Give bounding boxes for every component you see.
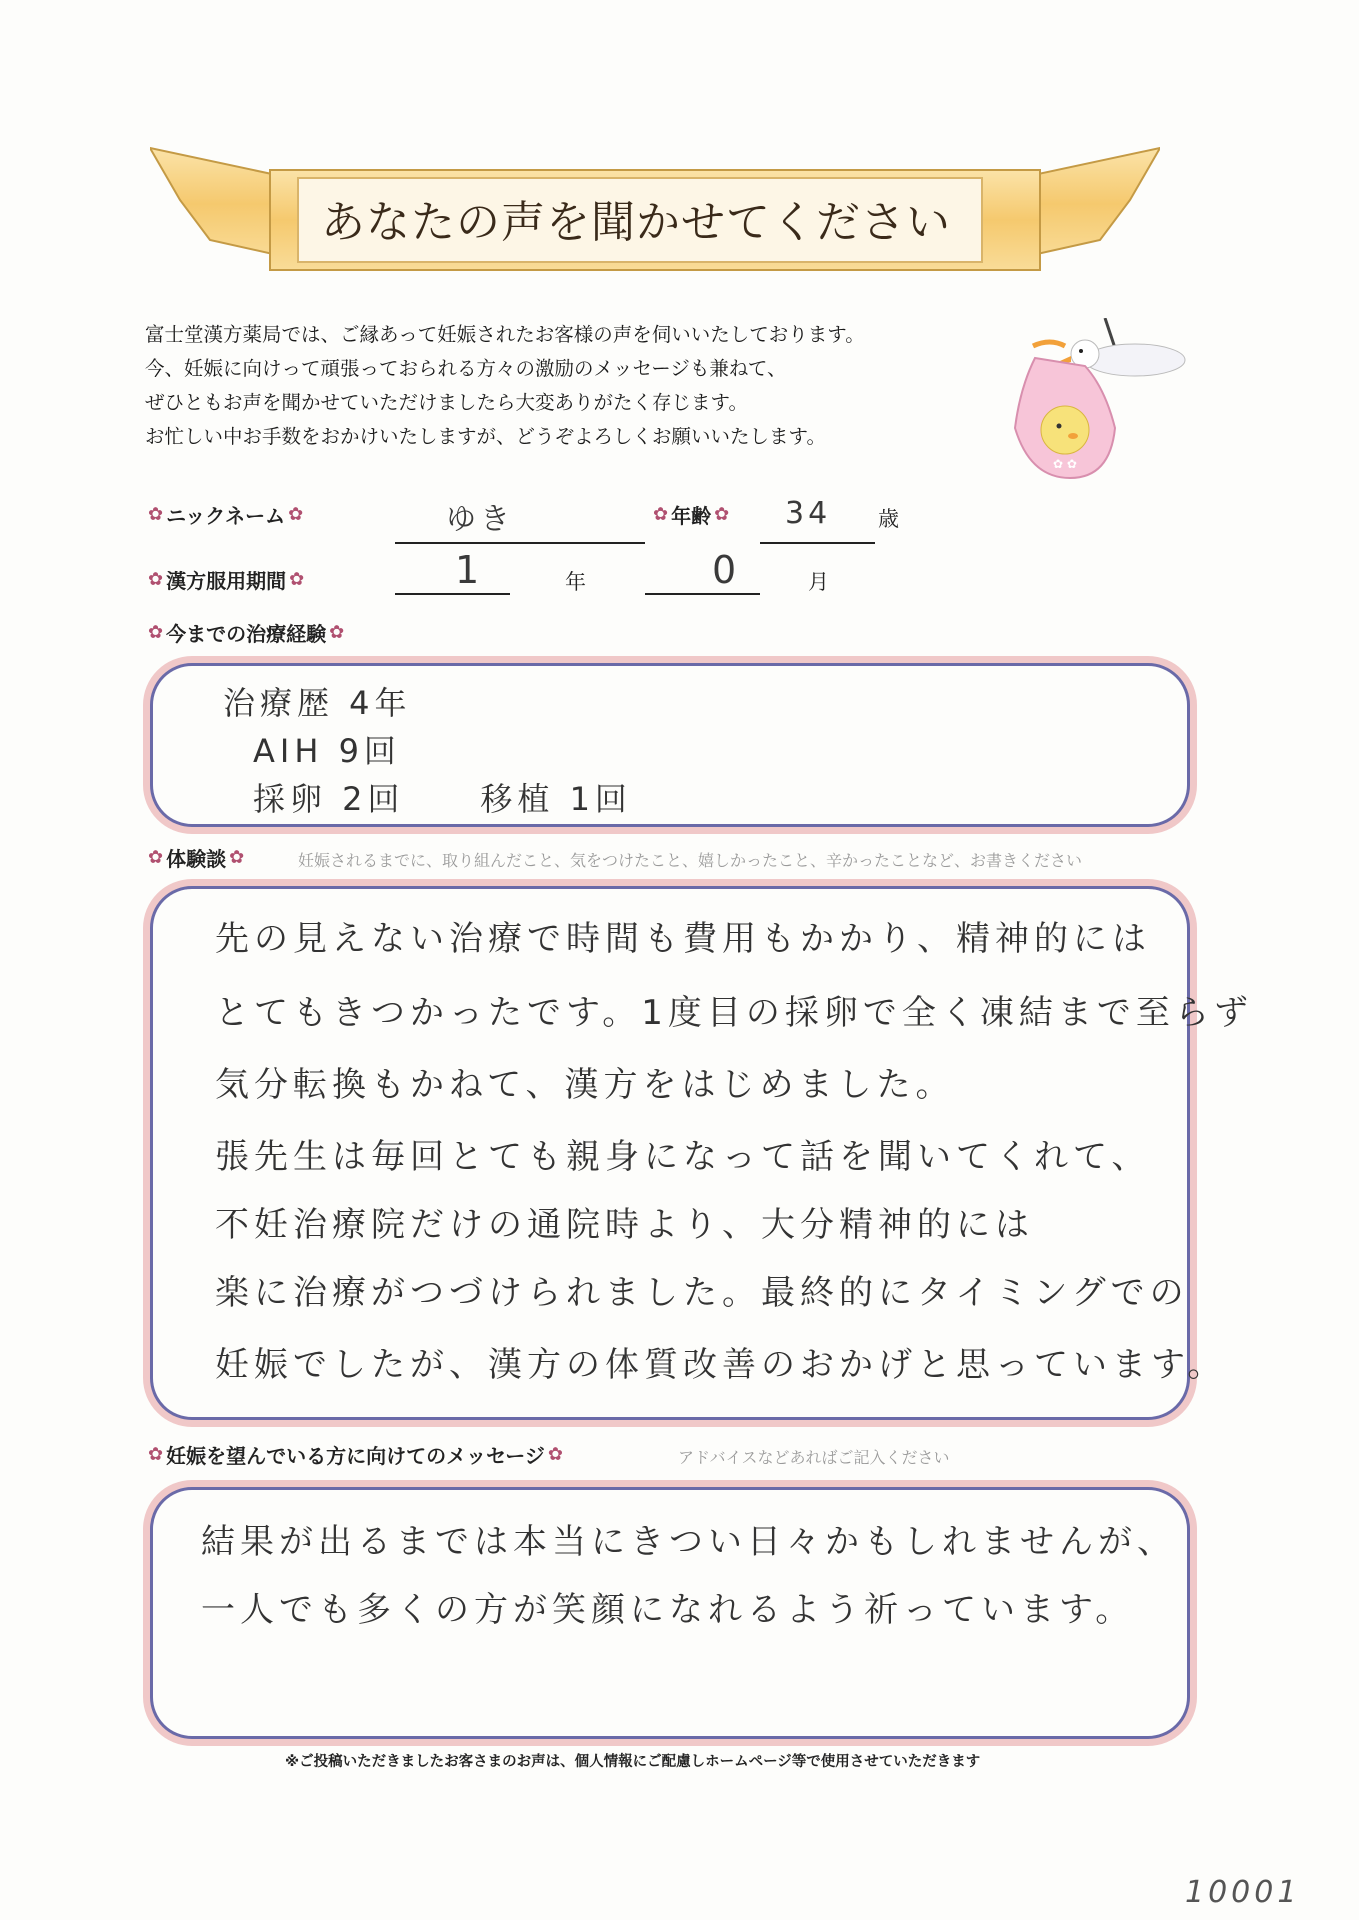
age-label: ✿ 年齢 ✿ bbox=[653, 504, 730, 528]
message-line: 一人でも多くの方が笑顔になれるよう祈っています。 bbox=[201, 1590, 1135, 1630]
flower-icon: ✿ bbox=[547, 1444, 563, 1465]
svg-text:✿ ✿: ✿ ✿ bbox=[1053, 457, 1077, 471]
experience-line: 先の見えない治療で時間も費用もかかり、精神的には bbox=[215, 919, 1151, 959]
nickname-label: ✿ ニックネーム ✿ bbox=[148, 504, 304, 528]
message-hint: アドバイスなどあればご記入ください bbox=[678, 1448, 950, 1467]
message-label: ✿ 妊娠を望んでいる方に向けてのメッセージ ✿ bbox=[148, 1444, 563, 1468]
flower-icon: ✿ bbox=[148, 847, 164, 868]
treatment-box bbox=[150, 663, 1190, 827]
experience-line: 不妊治療院だけの通院時より、大分精神的には bbox=[215, 1205, 1034, 1245]
footer-note: ※ご投稿いただきましたお客さまのお声は、個人情報にご配慮しホームページ等で使用させていただきます bbox=[285, 1754, 981, 1770]
age-value: 34 bbox=[785, 496, 832, 531]
message-line: 結果が出るまでは本当にきつい日々かもしれませんが、 bbox=[201, 1522, 1176, 1562]
experience-line: 妊娠でしたが、漢方の体質改善のおかげと思っています。 bbox=[215, 1345, 1227, 1385]
experience-label: ✿ 体験談 ✿ bbox=[148, 847, 245, 871]
experience-line: 楽に治療がつづけられました。最終的にタイミングでの bbox=[215, 1273, 1189, 1313]
intro-line: ぜひともお声を聞かせていただけましたら大変ありがたく存じます。 bbox=[145, 391, 748, 414]
flower-icon: ✿ bbox=[329, 622, 345, 643]
year-unit: 年 bbox=[565, 570, 586, 594]
flower-icon: ✿ bbox=[289, 569, 305, 590]
period-years: 1 bbox=[455, 548, 484, 592]
period-months-underline bbox=[645, 593, 760, 595]
nickname-value: ゆき bbox=[446, 502, 514, 537]
flower-icon: ✿ bbox=[714, 504, 730, 525]
experience-line: 気分転換もかねて、漢方をはじめました。 bbox=[215, 1065, 955, 1105]
intro-text bbox=[145, 318, 1025, 454]
flower-icon: ✿ bbox=[148, 504, 164, 525]
experience-line: 張先生は毎回とても親身になって話を聞いてくれて、 bbox=[215, 1137, 1151, 1177]
flower-icon: ✿ bbox=[148, 569, 164, 590]
flower-icon: ✿ bbox=[229, 847, 245, 868]
age-underline bbox=[760, 542, 875, 544]
document-number: 10001 bbox=[1185, 1875, 1301, 1910]
experience-box bbox=[150, 886, 1253, 1420]
flower-icon: ✿ bbox=[288, 504, 304, 525]
intro-line: 富士堂漢方薬局では、ご縁あって妊娠されたお客様の声を伺いいたしております。 bbox=[145, 323, 865, 346]
flower-icon: ✿ bbox=[148, 622, 164, 643]
flower-icon: ✿ bbox=[148, 1444, 164, 1465]
experience-line: とてもきつかったです。1度目の採卵で全く凍結まで至らず bbox=[215, 993, 1253, 1033]
flower-icon: ✿ bbox=[653, 504, 669, 525]
age-unit: 歳 bbox=[878, 507, 899, 531]
period-years-underline bbox=[395, 593, 510, 595]
experience-hint: 妊娠されるまでに、取り組んだこと、気をつけたこと、嬉しかったこと、辛かったことなど、お書きください bbox=[298, 851, 1083, 870]
intro-line: 今、妊娠に向けって頑張っておられる方々の激励のメッセージも兼ねて、 bbox=[145, 357, 787, 380]
period-label: ✿ 漢方服用期間 ✿ bbox=[148, 569, 305, 593]
banner-title: あなたの声を聞かせてください bbox=[321, 197, 951, 248]
message-box bbox=[150, 1487, 1190, 1739]
intro-line: お忙しい中お手数をおかけいたしますが、どうぞよろしくお願いいたします。 bbox=[145, 425, 826, 448]
treatment-line: 採卵 2回 移植 1回 bbox=[253, 780, 632, 818]
nickname-underline bbox=[395, 542, 645, 544]
treatment-line: AIH 9回 bbox=[253, 732, 401, 770]
period-months: 0 bbox=[712, 548, 741, 592]
stork-illustration bbox=[975, 318, 1195, 488]
treatment-label: ✿ 今までの治療経験 ✿ bbox=[148, 622, 345, 646]
treatment-line: 治療歴 4年 bbox=[223, 684, 412, 722]
month-unit: 月 bbox=[808, 570, 829, 594]
